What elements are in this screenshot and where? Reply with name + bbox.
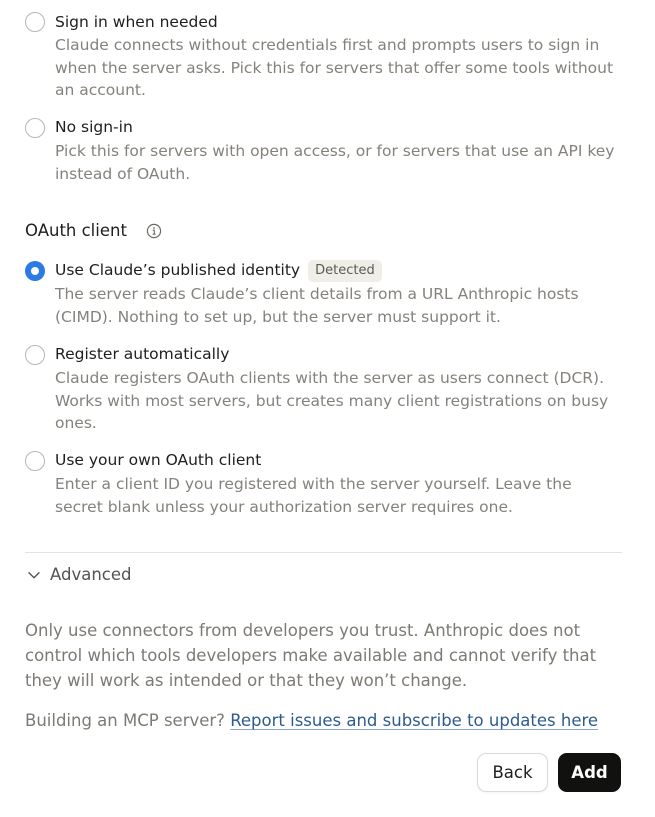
option-description: The server reads Claude’s client details from a URL Anthropic hosts (CIMD). Nothing to set up, but the server must support it. <box>55 285 579 326</box>
option-label: Use your own OAuth client <box>55 451 262 469</box>
trust-notice: Only use connectors from developers you trust. Anthropic does not control which tools developers make available and cannot verify that they will work as intended or that they won’t change. <box>25 621 597 690</box>
radio-sign-in-when-needed[interactable] <box>25 12 45 32</box>
section-divider <box>25 552 622 553</box>
radio-no-sign-in[interactable] <box>25 118 45 138</box>
add-button[interactable]: Add <box>558 753 621 792</box>
option-description: Claude connects without credentials first and prompts users to sign in when the server asks. Pick this for servers that offer some tools without an account. <box>55 36 614 99</box>
option-label-row <box>55 260 382 282</box>
detected-badge: Detected <box>308 260 382 282</box>
chevron-down-icon <box>26 567 42 583</box>
back-button[interactable]: Back <box>477 753 548 792</box>
option-label: Use Claude’s published identity <box>55 261 301 279</box>
advanced-label: Advanced <box>50 565 132 584</box>
mcp-server-note-prefix: Building an MCP server? <box>25 711 231 730</box>
radio-published-identity[interactable] <box>25 261 45 281</box>
info-circle-icon[interactable] <box>146 223 162 239</box>
radio-own-oauth-client[interactable] <box>25 451 45 471</box>
option-description: Pick this for servers with open access, or for servers that use an API key instead of OAuth. <box>55 142 615 183</box>
option-description: Claude registers OAuth clients with the server as users connect (DCR). Works with most servers, but creates many client registrations on busy ones. <box>55 369 609 432</box>
option-label: No sign-in <box>55 118 133 136</box>
option-label: Sign in when needed <box>55 13 218 31</box>
report-issues-link[interactable]: Report issues and subscribe to updates here <box>230 711 599 730</box>
option-description: Enter a client ID you registered with the server yourself. Leave the secret blank unless your authorization server requires one. <box>55 475 572 516</box>
radio-register-automatically[interactable] <box>25 345 45 365</box>
advanced-toggle[interactable] <box>25 563 132 587</box>
oauth-client-heading: OAuth client <box>25 221 127 240</box>
mcp-server-note <box>25 708 598 733</box>
option-label: Register automatically <box>55 345 230 363</box>
